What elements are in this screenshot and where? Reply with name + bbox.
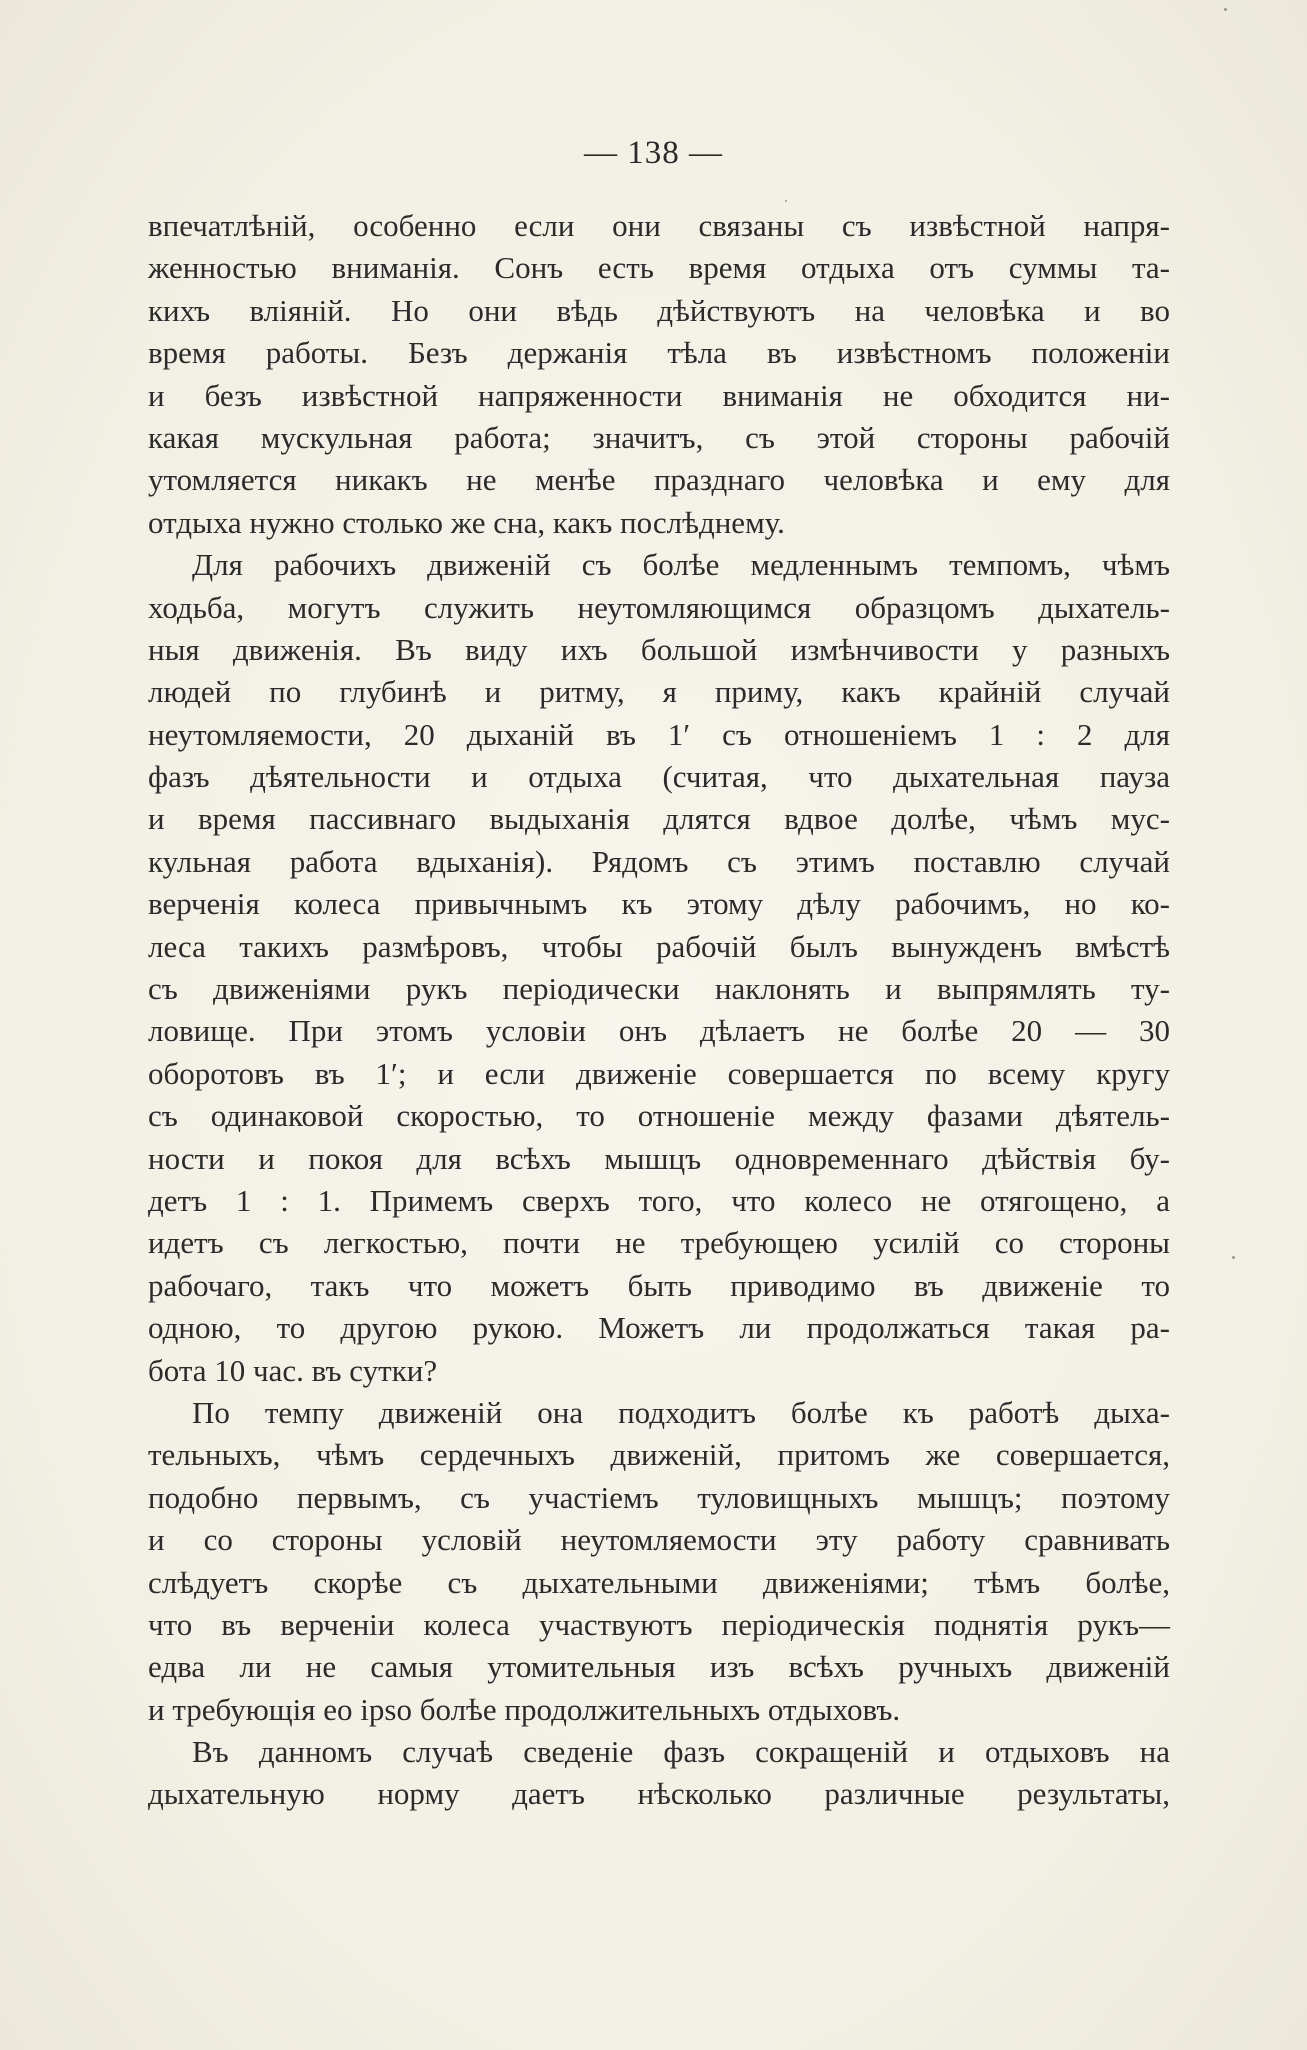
paper-speck: [1224, 8, 1227, 11]
text-line: рабочаго, такъ что можетъ быть приводимо въ движеніе то: [148, 1267, 1170, 1303]
text-line: бота 10 час. въ сутки?: [148, 1352, 438, 1388]
text-line: детъ 1 : 1. Примемъ сверхъ того, что колесо не отягощено, а: [148, 1182, 1170, 1218]
text-line: верченія колеса привычнымъ къ этому дѣлу рабочимъ, но ко-: [148, 886, 1170, 922]
text-line: что въ верченіи колеса участвуютъ періодическія поднятія рукъ—: [148, 1606, 1170, 1642]
text-line: леса такихъ размѣровъ, чтобы рабочій былъ вынужденъ вмѣстѣ: [148, 928, 1170, 964]
text-line: одною, то другою рукою. Можетъ ли продолжаться такая ра-: [148, 1310, 1170, 1346]
text-line: фазъ дѣятельности и отдыха (считая, что дыхательная пауза: [148, 759, 1170, 795]
text-line: ходьба, могутъ служить неутомляющимся образцомъ дыхатель-: [148, 589, 1170, 625]
text-line: тельныхъ, чѣмъ сердечныхъ движеній, притомъ же совершается,: [148, 1437, 1170, 1473]
text-line: людей по глубинѣ и ритму, я приму, какъ крайній случай: [148, 674, 1170, 710]
text-line: Въ данномъ случаѣ сведеніе фазъ сокращеній и отдыховъ на: [192, 1734, 1170, 1770]
page-body: [148, 205, 1170, 1816]
text-line: едва ли не самыя утомительныя изъ всѣхъ ручныхъ движеній: [148, 1649, 1170, 1685]
text-line: время работы. Безъ держанія тѣла въ извѣстномъ положеніи: [148, 335, 1170, 371]
text-line: женностью вниманія. Сонъ есть время отдыха отъ суммы та-: [148, 250, 1170, 286]
text-line: ныя движенія. Въ виду ихъ большой измѣнчивости у разныхъ: [148, 631, 1170, 667]
text-line: съ одинаковой скоростью, то отношеніе между фазами дѣятель-: [148, 1098, 1170, 1134]
paragraph-3: [148, 1392, 1170, 1731]
paragraph-1: [148, 205, 1170, 544]
text-line: ловище. При этомъ условіи онъ дѣлаетъ не болѣе 20 — 30: [148, 1013, 1170, 1049]
text-line: съ движеніями рукъ періодически наклонять и выпрямлять ту-: [148, 971, 1170, 1007]
text-line: и время пассивнаго выдыханія длятся вдвое долѣе, чѣмъ мус-: [148, 801, 1170, 837]
text-line: и со стороны условій неутомляемости эту работу сравнивать: [148, 1522, 1170, 1558]
text-line: слѣдуетъ скорѣе съ дыхательными движеніями; тѣмъ болѣе,: [148, 1564, 1170, 1600]
text-line: неутомляемости, 20 дыханій въ 1′ съ отношеніемъ 1 : 2 для: [148, 716, 1170, 752]
text-line: какая мускульная работа; значитъ, съ этой стороны рабочій: [148, 419, 1170, 455]
text-line: кихъ вліяній. Но они вѣдь дѣйствуютъ на человѣка и во: [148, 292, 1170, 328]
text-line: оборотовъ въ 1′; и если движеніе совершается по всему кругу: [148, 1055, 1170, 1091]
text-line: и требующія eo ipso болѣе продолжительныхъ отдыховъ.: [148, 1691, 901, 1727]
text-line: утомляется никакъ не менѣе празднаго человѣка и ему для: [148, 462, 1170, 498]
text-line: впечатлѣній, особенно если они связаны съ извѣстной напря-: [148, 208, 1170, 243]
text-line: кульная работа вдыханія). Рядомъ съ этимъ поставлю случай: [148, 843, 1170, 879]
text-line: дыхательную норму даетъ нѣсколько различные результаты,: [148, 1776, 1170, 1812]
text-line: ности и покоя для всѣхъ мышцъ одновременнаго дѣйствія бу-: [148, 1140, 1170, 1176]
text-line: и безъ извѣстной напряженности вниманія не обходится ни-: [148, 377, 1170, 413]
text-line: Для рабочихъ движеній съ болѣе медленнымъ темпомъ, чѣмъ: [192, 547, 1170, 583]
text-line: По темпу движеній она подходитъ болѣе къ работѣ дыха-: [192, 1394, 1170, 1430]
paragraph-2: [148, 544, 1170, 1392]
text-line: отдыха нужно столько же сна, какъ послѣднему.: [148, 504, 785, 540]
text-line: идетъ съ легкостью, почти не требующею усилій со стороны: [148, 1225, 1170, 1261]
paper-speck: [1232, 1256, 1235, 1259]
paper-speck: [785, 200, 787, 202]
text-line: подобно первымъ, съ участіемъ туловищныхъ мышцъ; поэтому: [148, 1479, 1170, 1515]
page-number: — 138 —: [584, 135, 723, 171]
paragraph-4: [148, 1731, 1170, 1816]
